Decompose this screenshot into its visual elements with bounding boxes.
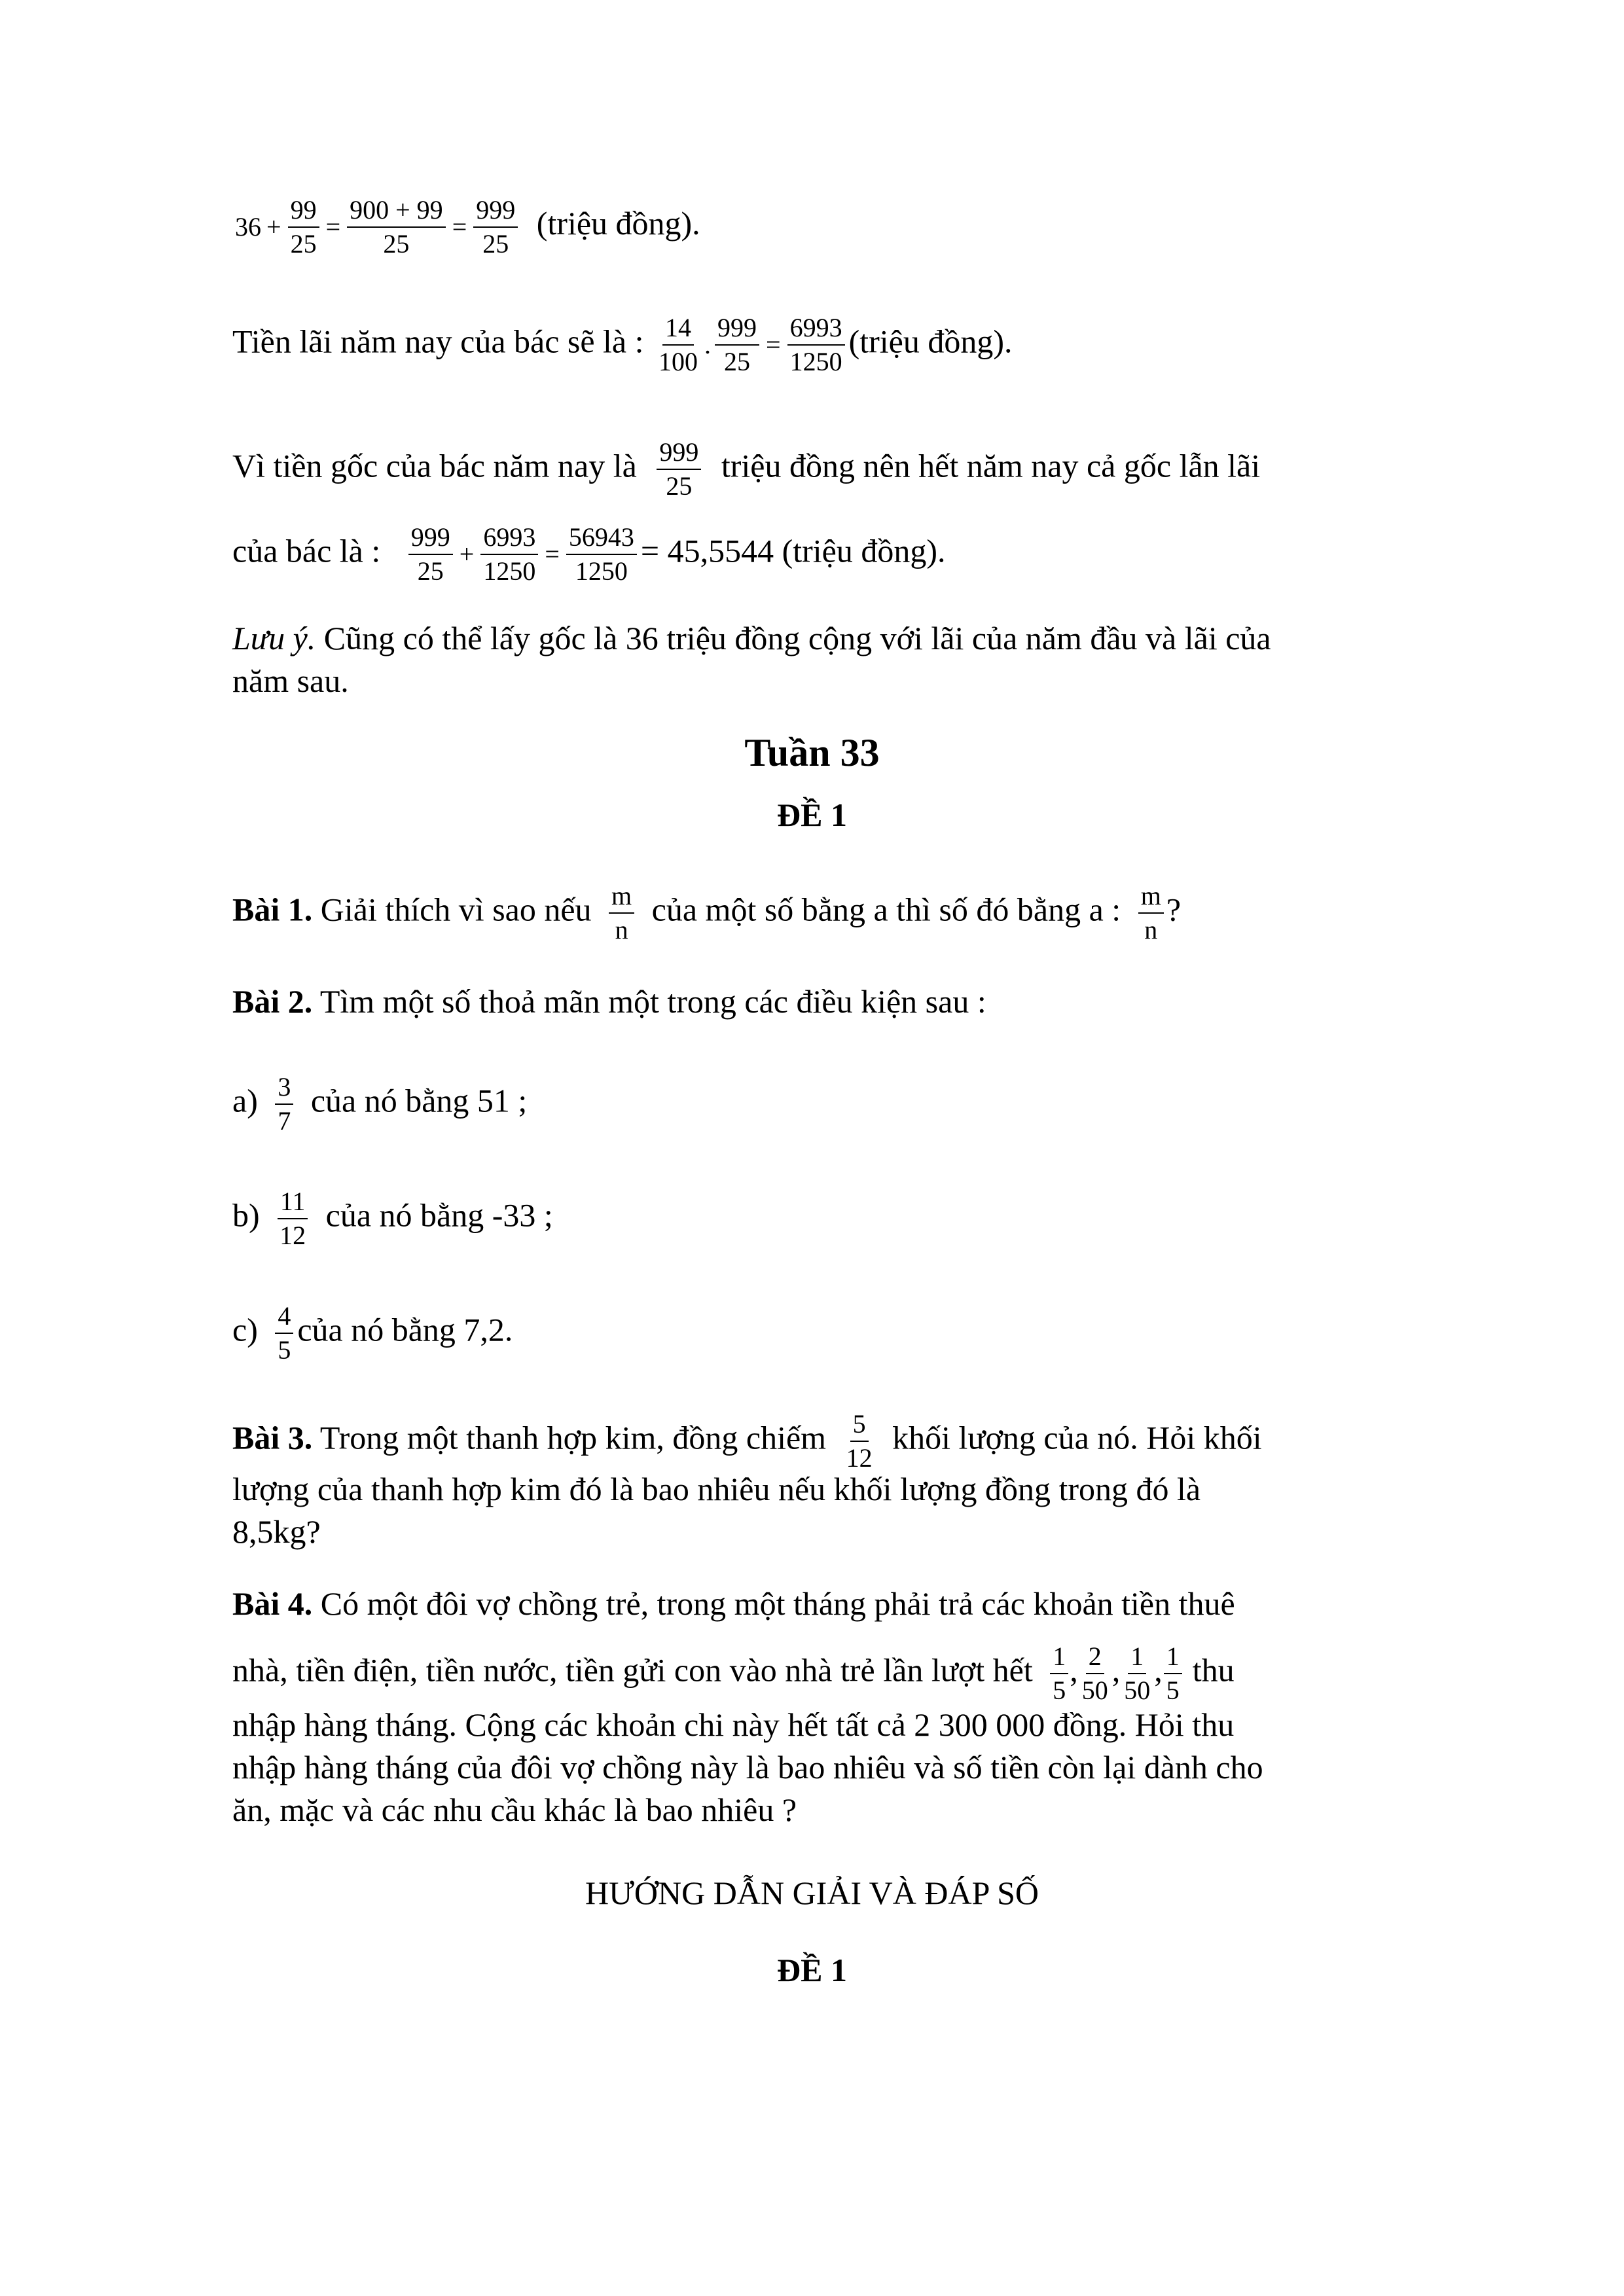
problem-4 <box>232 1584 1235 1623</box>
fraction: $\frac{6993}{1250}$ <box>787 314 845 376</box>
fraction: $\frac{2}{50}$ <box>1081 1641 1108 1705</box>
fraction: $\frac{1}{5}$ <box>1050 1643 1068 1704</box>
unit-text: (triệu đồng). <box>848 323 1013 360</box>
problem-label: Bài 2. <box>232 983 313 1020</box>
fraction: $\frac{999}{25}$ <box>473 196 518 258</box>
item-text: của nó bằng 51 ; <box>310 1082 528 1119</box>
line-text: của bác là : <box>232 532 381 569</box>
unit-text: (triệu đồng). <box>536 205 700 242</box>
problem-text: Giải thích vì sao nếu <box>320 891 592 928</box>
problem-text: Có một đôi vợ chồng trẻ, trong một tháng phải trả các khoản tiền thuê <box>320 1585 1235 1622</box>
item-lead: c) <box>232 1311 258 1348</box>
line-text: Tiền lãi năm nay của bác sẽ là : <box>232 323 644 360</box>
comma: , <box>1070 1651 1078 1689</box>
fraction: $\frac{m}{n}$ <box>1138 882 1164 944</box>
problem-text: ? <box>1166 891 1182 928</box>
calc-line-3 <box>232 439 1260 500</box>
answer-exam-heading: ĐỀ 1 <box>777 1952 847 1988</box>
item-lead: a) <box>232 1082 258 1119</box>
fraction: $\frac{999}{25}$ <box>408 524 453 585</box>
calc-line-4 <box>232 524 946 585</box>
problem-text: khối lượng của nó. Hỏi khối <box>892 1419 1262 1456</box>
problem-4-line-3: nhập hàng tháng. Cộng các khoản chi này hết tất cả 2 300 000 đồng. Hỏi thu <box>232 1706 1235 1743</box>
fraction: $\frac{5}{12}$ <box>846 1409 873 1473</box>
problem-3 <box>232 1410 1262 1472</box>
problem-4-line-5: ăn, mặc và các nhu cầu khác là bao nhiêu ? <box>232 1791 797 1828</box>
note-line-2 <box>232 661 349 700</box>
comma: , <box>1111 1651 1121 1689</box>
fraction: $\frac{999}{25}$ <box>657 439 701 500</box>
fraction: $\frac{56943}{1250}$ <box>566 524 637 585</box>
fraction: $\frac{4}{5}$ <box>275 1302 293 1364</box>
line-text: Vì tiền gốc của bác năm nay là <box>232 447 637 484</box>
note-text: năm sau. <box>232 662 349 699</box>
problem-label: Bài 4. <box>232 1585 313 1622</box>
problem-text: nhà, tiền điện, tiền nước, tiền gửi con vào nhà trẻ lần lượt hết <box>232 1651 1033 1689</box>
plus-sign: + <box>266 212 281 242</box>
item-text: của nó bằng 7,2. <box>297 1311 513 1348</box>
problem-text: thu <box>1192 1651 1235 1689</box>
problem-label: Bài 3. <box>232 1419 313 1456</box>
problem-2b <box>232 1188 553 1249</box>
problem-4-line-2 <box>232 1643 1235 1704</box>
equals-sign: = <box>766 330 781 359</box>
answer-heading: HƯỚNG DẪN GIẢI VÀ ĐÁP SỐ <box>585 1874 1039 1911</box>
item-lead: b) <box>232 1196 260 1234</box>
fraction: $\frac{99}{25}$ <box>288 196 319 258</box>
calc-line-2 <box>232 314 1013 376</box>
note-text: Cũng có thể lấy gốc là 36 triệu đồng cộng với lãi của năm đầu và lãi của <box>323 620 1271 656</box>
fraction: $\frac{3}{7}$ <box>275 1073 293 1135</box>
calc-line-1 <box>232 196 700 258</box>
fraction: $\frac{14}{100}$ <box>659 313 698 376</box>
problem-3-line-3: 8,5kg? <box>232 1513 321 1550</box>
problem-text: Trong một thanh hợp kim, đồng chiếm <box>319 1419 827 1456</box>
week-heading: Tuần 33 <box>744 731 880 774</box>
whole-number: 36 <box>235 212 261 242</box>
problem-3-line-2: lượng của thanh hợp kim đó là bao nhiêu nếu khối lượng đồng trong đó là <box>232 1471 1201 1507</box>
equals-sign: = <box>325 212 341 242</box>
fraction: $\frac{m}{n}$ <box>609 882 634 944</box>
problem-text: Tìm một số thoả mãn một trong các điều kiện sau : <box>319 983 986 1020</box>
comma: , <box>1154 1651 1163 1689</box>
note-line-1 <box>232 619 1271 658</box>
equals-sign: = <box>452 212 467 242</box>
problem-label: Bài 1. <box>232 891 313 928</box>
equals-sign: = <box>545 539 560 569</box>
problem-2a <box>232 1073 527 1135</box>
result-text: = 45,5544 (triệu đồng). <box>640 532 946 569</box>
plus-sign: + <box>459 539 475 569</box>
problem-text: của một số bằng a thì số đó bằng a : <box>651 891 1121 928</box>
item-text: của nó bằng -33 ; <box>325 1196 553 1234</box>
line-text: triệu đồng nên hết năm nay cả gốc lẫn lãi <box>721 447 1261 484</box>
note-label: Lưu ý. <box>232 620 316 656</box>
problem-2c <box>232 1302 513 1364</box>
fraction: $\frac{1}{5}$ <box>1164 1643 1182 1704</box>
problem-1 <box>232 882 1181 944</box>
fraction: $\frac{999}{25}$ <box>715 314 759 376</box>
exam-heading: ĐỀ 1 <box>777 797 847 833</box>
fraction: $\frac{11}{12}$ <box>277 1188 308 1249</box>
dot-sign: . <box>704 330 712 359</box>
fraction: $\frac{1}{50}$ <box>1124 1641 1151 1705</box>
fraction: $\frac{6993}{1250}$ <box>480 524 538 585</box>
problem-4-line-4: nhập hàng tháng của đôi vợ chồng này là bao nhiêu và số tiền còn lại dành cho <box>232 1749 1263 1785</box>
fraction: $\frac{900 + 99}{25}$ <box>347 196 446 258</box>
problem-2 <box>232 982 986 1021</box>
